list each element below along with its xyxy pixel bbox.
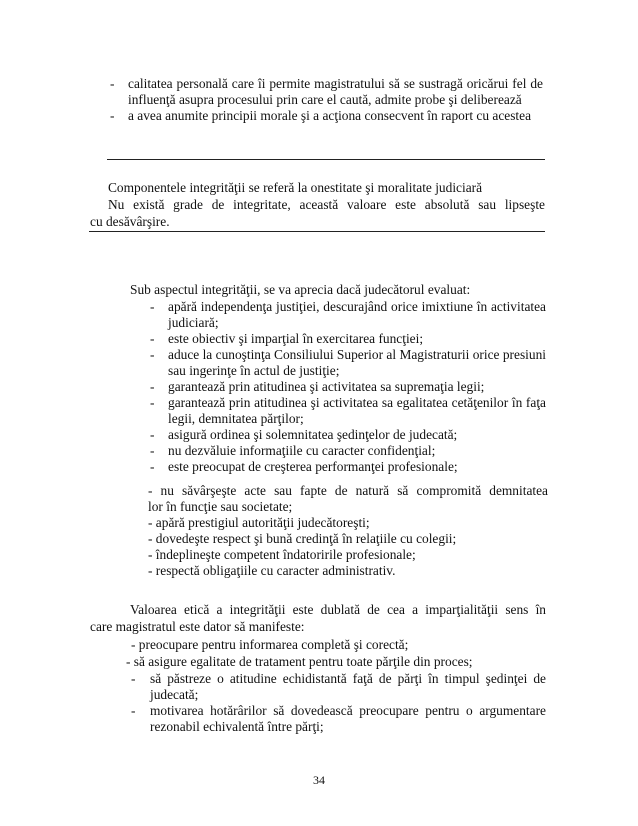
list-item-text: garantează prin atitudinea şi activitatea sa egalitatea cetăţenilor în faţa legii, demnitatea părţilor;	[168, 395, 546, 426]
list-dash: -	[131, 703, 136, 718]
absolute-line-1: Nu există grade de integritate, această valoare este absolută sau lipseşte	[108, 197, 545, 212]
components-line: Componentele integrităţii se referă la onestitate şi moralitate judiciară	[108, 180, 483, 195]
list-dash: -	[150, 459, 155, 474]
list-item-text: a avea anumite principii morale şi a acţiona consecvent în raport cu acestea	[128, 108, 532, 123]
list-item	[150, 427, 546, 443]
list-item	[150, 443, 546, 459]
list-dash: -	[150, 347, 155, 362]
top-list	[110, 76, 543, 124]
list-item: - apără prestigiul autorităţii judecătoreşti;	[148, 515, 370, 530]
manifest-list	[131, 671, 546, 735]
absolute-line-2: cu desăvârşire.	[90, 214, 170, 229]
list-dash: -	[150, 395, 155, 410]
criteria-loose-list	[148, 483, 548, 579]
list-item	[131, 671, 546, 703]
list-dash: -	[150, 379, 155, 394]
list-item	[110, 76, 543, 108]
aspect-intro: Sub aspectul integrităţii, se va aprecia dacă judecătorul evaluat:	[130, 282, 471, 297]
criteria-list	[150, 299, 546, 475]
manifest-item-2: - să asigure egalitate de tratament pentru toate părţile din proces;	[126, 654, 473, 669]
list-dash: -	[150, 427, 155, 442]
list-item-continuation: lor în funcţie sau societate;	[148, 499, 293, 514]
list-dash: -	[110, 76, 115, 91]
list-item-text: asigură ordinea şi solemnitatea şedinţelor de judecată;	[168, 427, 458, 442]
list-dash: -	[110, 108, 115, 123]
list-item	[131, 703, 546, 735]
divider-line	[107, 159, 545, 160]
list-dash: -	[150, 299, 155, 314]
ethic-line-2: care magistratul este dator să manifeste:	[90, 619, 305, 634]
list-item-text: aduce la cunoştinţa Consiliului Superior al Magistraturii orice presiuni sau ingerinţe în actul de justiţie;	[168, 347, 546, 378]
list-dash: -	[150, 331, 155, 346]
list-item	[150, 379, 546, 395]
list-item	[150, 299, 546, 331]
list-item	[150, 395, 546, 427]
list-item: - nu săvârşeşte acte sau fapte de natură să compromită demnitatea	[148, 483, 548, 498]
page-number: 34	[313, 773, 325, 787]
list-item-text: să păstreze o atitudine echidistantă faţă de părţi în timpul şedinţei de judecată;	[150, 671, 546, 702]
list-item: - îndeplineşte competent îndatoririle profesionale;	[148, 547, 416, 562]
list-item-text: apără independenţa justiţiei, descurajând orice imixtiune în activitatea judiciară;	[168, 299, 546, 330]
list-item: - dovedeşte respect şi bună credinţă în relaţiile cu colegii;	[148, 531, 457, 546]
list-item	[150, 459, 546, 475]
list-item-text: este preocupat de creşterea performanţei profesionale;	[168, 459, 458, 474]
list-item-text: garantează prin atitudinea şi activitatea sa supremaţia legii;	[168, 379, 485, 394]
list-dash: -	[150, 443, 155, 458]
divider-line	[89, 231, 545, 232]
list-item-text: motivarea hotărârilor să dovedească preocupare pentru o argumentare rezonabil echivalentă între părţi;	[150, 703, 546, 734]
list-dash: -	[131, 671, 136, 686]
list-item	[150, 331, 546, 347]
list-item-text: nu dezvăluie informaţiile cu caracter confidenţial;	[168, 443, 436, 458]
list-item-text: calitatea personală care îi permite magistratului să se sustragă oricărui fel de influenţă asupra procesului prin care el caută, admite probe şi deliberează	[128, 76, 543, 107]
list-item	[110, 108, 543, 124]
list-item: - respectă obligaţiile cu caracter administrativ.	[148, 563, 396, 578]
list-item	[150, 347, 546, 379]
manifest-item-1: - preocupare pentru informarea completă şi corectă;	[131, 637, 409, 652]
ethic-line-1: Valoarea etică a integrităţii este dublată de cea a imparţialităţii sens în	[130, 602, 546, 617]
list-item-text: este obiectiv şi imparţial în exercitarea funcţiei;	[168, 331, 424, 346]
